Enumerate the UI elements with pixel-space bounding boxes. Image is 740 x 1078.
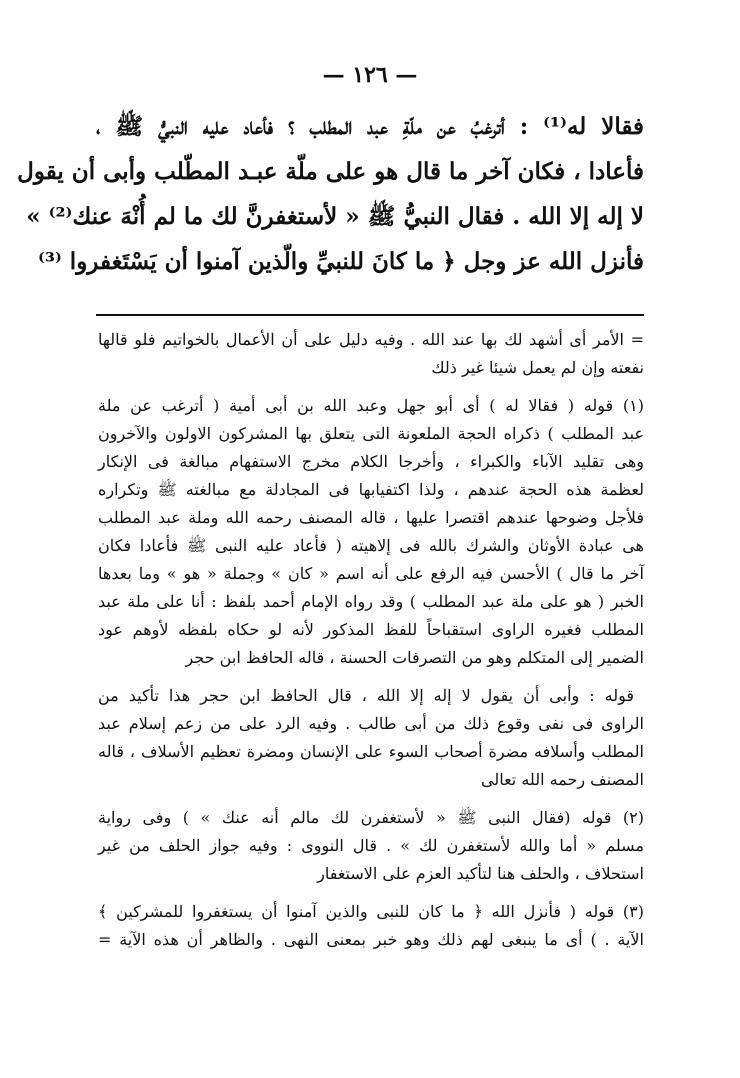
footnote-line: (١) قوله ( فقالا له ) أى أبو جهل وعبد الله بن أبى أمية ( أترغب عن ملة: [98, 396, 644, 415]
footnote-line: قوله : وأبى أن يقول لا إله إلا الله ، قال الحافظ ابن حجر هذا تأكيد من: [98, 686, 634, 705]
paragraph-gap: [98, 888, 644, 898]
main-text: [17, 104, 645, 284]
footnote-divider: [96, 314, 644, 316]
paragraph-gap: [98, 382, 644, 392]
footnote-line: (٣) قوله ( فأنزل الله ﴿ ما كان للنبى والذين آمنوا أن يستغفروا للمشركين ﴾: [98, 902, 644, 921]
footnote-line: آخر ما قال ) الأحسن فيه الرفع على أنه اسم « كان » وجملة « هو » وما بعدها: [98, 564, 644, 583]
main-text-line: فأنزل الله عز وجل ﴿ ما كانَ للنبيِّ والّذين آمنوا أن يَسْتَغفروا ⁽³⁾: [38, 248, 644, 275]
footnote-line: المطلب فغيره الراوى استقباحاً للفظ المذكور لأنه لو حكاه بلفظه لأوهم عود: [98, 620, 644, 639]
footnote-line: الآية . ) أى ما ينبغى لهم ذلك وهو خبر بمعنى النهى . والظاهر أن هذه الآية =: [98, 930, 644, 949]
footnote-line: المصنف رحمه الله تعالى: [481, 770, 644, 789]
main-text-line: فقالا له⁽¹⁾ : أترغبُ عن ملّةِ عبد المطلب ؟ فأعاد عليه النبيُّ ﷺ ،: [96, 113, 645, 140]
footnote-line: (٢) قوله (فقال النبى ﷺ « لأستغفرن لك مالم أنه عنك » ) وفى رواية: [98, 808, 644, 827]
footnote-line: نفعته وإن لم يعمل شيئا غير ذلك: [431, 358, 644, 377]
paragraph-gap: [98, 794, 644, 804]
footnote-line: الخبر ( هو على ملة عبد المطلب ) وقد رواه الإمام أحمد بلفظ : أنا على ملة عبد: [98, 592, 645, 611]
footnote-line: استحلاف ، والحلف هنا لتأكيد العزم على الاستغفار: [317, 864, 644, 883]
main-text-line: فأعادا ، فكان آخر ما قال هو على ملّة عبـد المطّلب وأبى أن يقول: [17, 158, 644, 185]
footnote-line: = الأمر أى أشهد لك بها عند الله . وفيه دليل على أن الأعمال بالخواتيم فلو قالها: [98, 330, 644, 349]
main-text-line: لا إله إلا الله . فقال النبيُّ ﷺ « لأستغفرنَّ لك ما لم أُنْهَ عنك⁽²⁾ »: [26, 203, 644, 230]
page-number: — ١٢٦ —: [322, 62, 418, 88]
paragraph-gap: [98, 672, 644, 682]
footnote-line: الضمير إلى المتكلم وهو من التصرفات الحسنة ، قاله الحافظ ابن حجر: [185, 648, 644, 667]
footnote-line: عبد المطلب ) ذكراه الحجة الملعونة التى يتعلق بها المشركون الاولون والآخرون: [98, 424, 644, 443]
footnote-line: فلأجل وضوحها عندهم اقتصرا عليها ، قاله المصنف رحمه الله وملة عبد المطلب: [98, 508, 644, 527]
footnote-line: المطلب وأسلافه مضرة أصحاب السوء على الإنسان ومضرة تعظيم الأسلاف ، قاله: [98, 742, 644, 761]
footnote-line: لعظمة هذه الحجة عندهم ، ولذا اكتفيابها فى المجادلة مع مبالغته ﷺ وتكراره: [98, 480, 644, 499]
footnote-line: هى عبادة الأوثان والشرك بالله فى إلاهيته ( فأعاد عليه النبى ﷺ فأعادا فكان: [98, 536, 644, 555]
footnotes: [98, 326, 644, 954]
footnote-line: مسلم « أما والله لأستغفرن لك » . قال النووى : وفيه جواز الحلف من غير: [98, 836, 644, 855]
footnote-line: وهى تقليد الآباء والكبراء ، وأخرجا الكلام مخرج الاستفهام مبالغة فى الإنكار: [98, 452, 644, 471]
footnote-line: الراوى فى نفى وقوع ذلك من أبى طالب . وفيه الرد على من زعم إسلام عبد: [98, 714, 644, 733]
